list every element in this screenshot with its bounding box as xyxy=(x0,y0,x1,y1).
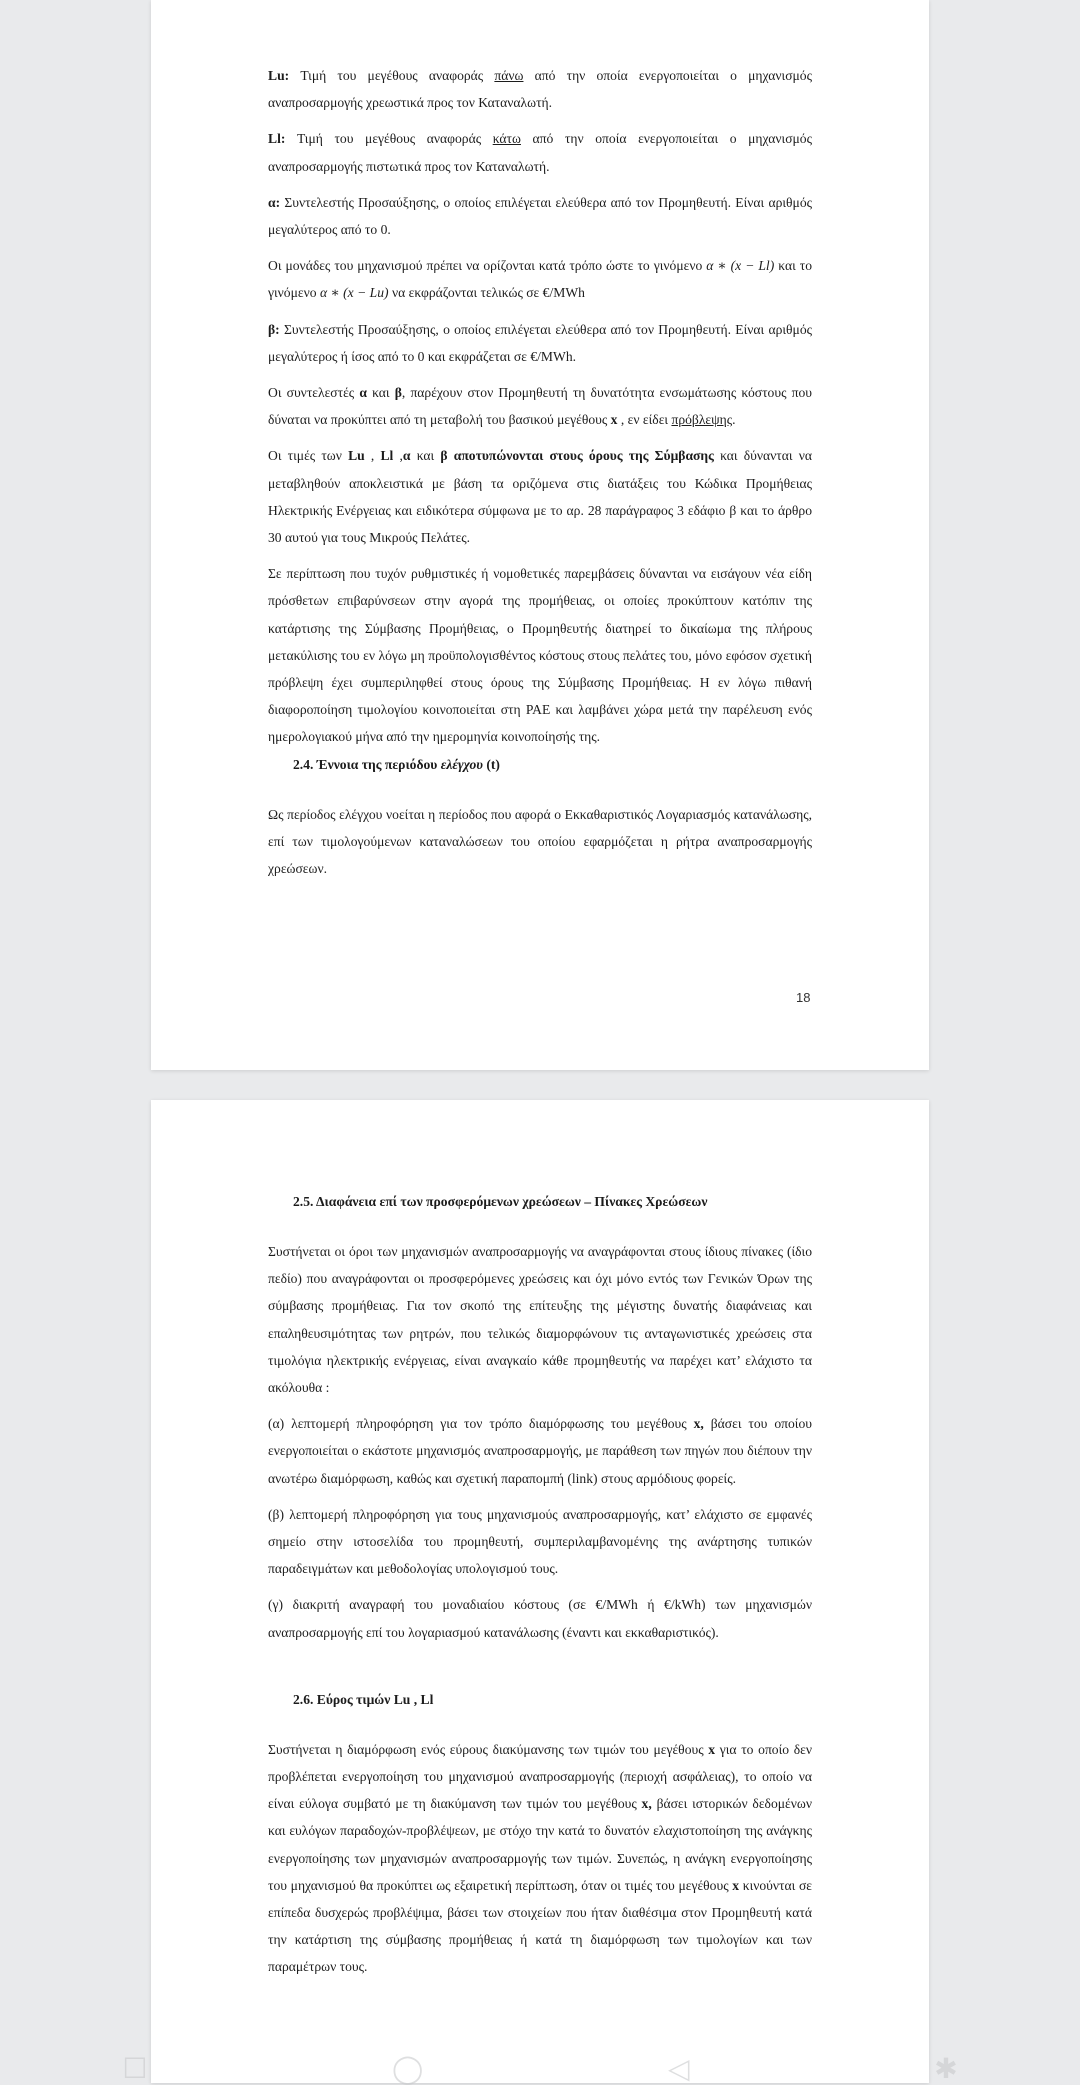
section-heading-2-5: 2.5. Διαφάνεια επί των προσφερόμενων χρεώσεων – Πίνακες Χρεώσεων xyxy=(293,1194,708,1209)
list-item-b: (β) λεπτομερή πληροφόρηση για τους μηχανισμούς αναπροσαρμογής, κατ’ ελάχιστο σε εμφανές σημείο στην ιστοσελίδα του προμηθευτή, συμπεριλαμβανομένης της ανάρτησης τυπικών παραδειγμάτων και μεθοδολογίας υπολογισμού τους. xyxy=(268,1506,812,1577)
paragraph-regulatory: Σε περίπτωση που τυχόν ρυθμιστικές ή νομοθετικές παρεμβάσεις δύνανται να εισάγουν νέα είδη πρόσθετων επιβαρύνσεων στην αγορά της προμήθειας, οι οποίες προκύπτουν κατόπιν της κατάρτισης της Σύμβασης Προμήθειας, ο Προμηθευτής διατηρεί το δικαίωμα της πλήρους μετακύλισης του εν λόγω μη προϋπολογισθέντος κόστους στους πελάτες του, μόνο εφόσον σχετική πρόβλεψη έχει συμπεριληφθεί στους όρους της Σύμβασης Προμήθειας. Η εν λόγω πιθανή διαφοροποίηση τιμολογίου κοινοποιείται στη ΡΑΕ και λαμβάνει χώρα μετά την παρέλευση ενός ημερολογιακού μήνα από την ημερομηνία κοινοποίησής της. xyxy=(268,566,812,745)
accessibility-icon[interactable]: ✱ xyxy=(934,2052,958,2085)
square-icon[interactable]: ☐ xyxy=(122,2052,148,2085)
circle-icon[interactable]: ◯ xyxy=(392,2052,424,2085)
back-icon[interactable]: ◁ xyxy=(668,2052,690,2085)
page-body xyxy=(268,62,812,882)
paragraph-a: α: Συντελεστής Προσαύξησης, ο οποίος επιλέγεται ελεύθερα από τον Προμηθευτή. Είναι αριθμός μεγαλύτερος από το 0. xyxy=(268,194,812,238)
paragraph-units: Οι μονάδες του μηχανισμού πρέπει να ορίζονται κατά τρόπο ώστε το γινόμενο α ∗ (x − Ll) και το γινόμενο α ∗ (x − Lu) να εκφράζονται τελικώς σε €/MWh xyxy=(268,258,812,301)
paragraph-intro: Συστήνεται οι όροι των μηχανισμών αναπροσαρμογής να αναγράφονται στους ίδιους πίνακες (ίδιο πεδίο) που αναγράφονται οι προσφερόμενες χρεώσεις και όχι μόνο εντός των Γενικών Όρων της σύμβασης προμήθειας. Για τον σκοπό της επίτευξης της μέγιστης δυνατής διαφάνειας και επαληθευσιμότητας των ρητρών, που τελικώς διαμορφώνουν τις ανταγωνιστικές χρεώσεις στα τιμολόγια ηλεκτρικής ενέργειας, είναι αναγκαίο κάθε προμηθευτής να παρέχει κατ’ ελάχιστο τα ακόλουθα : xyxy=(268,1244,812,1396)
section-heading-2-4: 2.4. Έννοια της περιόδου ελέγχου (t) xyxy=(293,756,500,772)
paragraph-values: Οι τιμές των Lu , Ll ,α και β αποτυπώνονται στους όρους της Σύμβασης και δύνανται να μεταβληθούν αποκλειστικά με βάση τα οριζόμενα στις διατάξεις του Κώδικα Προμήθειας Ηλεκτρικής Ενέργειας και ειδικότερα σύμφωνα με το αρ. 28 παράγραφος 3 εδάφιο β και το άρθρο 30 αυτού για τους Μικρούς Πελάτες. xyxy=(268,448,813,546)
list-item-a: (α) λεπτομερή πληροφόρηση για τον τρόπο διαμόρφωσης του μεγέθους x, βάσει του οποίου ενεργοποιείται ο εκάστοτε μηχανισμός αναπροσαρμογής, με παράθεση των πηγών που διέπουν την ανωτέρω διαμόρφωση, καθώς και σχετική παραπομπή (link) στους αρμόδιους φορείς. xyxy=(268,1416,812,1486)
document-page-18 xyxy=(151,0,929,1070)
document-page-19 xyxy=(151,1100,929,2083)
paragraph-control-period: Ως περίοδος ελέγχου νοείται η περίοδος που αφορά ο Εκκαθαριστικός Λογαριασμός κατανάλωσης, επί των τιμολογούμενων καταναλώσεων του οποίου εφαρμόζεται η ρήτρα αναπροσαρμογής χρεώσεων. xyxy=(268,806,812,877)
page-body xyxy=(268,1188,812,1981)
paragraph-range: Συστήνεται η διαμόρφωση ενός εύρους διακύμανσης των τιμών του μεγέθους x για το οποίο δεν προβλέπεται ενεργοποίηση του μηχανισμού αναπροσαρμογής (περιοχή ασφάλειας), το οποίο να είναι εύλογα συμβατό με τη διακύμανση των τιμών του μεγέθους x, βάσει ιστορικών δεδομένων και ευλόγων παραδοχών-προβλέψεων, με στόχο την κατά το δυνατόν ελαχιστοποίηση της ανάγκης ενεργοποίησης των μηχανισμών αναπροσαρμογής των τιμών. Συνεπώς, η ανάγκη ενεργοποίησης του μηχανισμού θα προκύπτει ως εξαιρετική περίπτωση, όταν οι τιμές του μεγέθους x κινούνται σε επίπεδα δυσχερώς προβλέψιμα, βάσει των στοιχείων που ήταν διαθέσιμα στον Προμηθευτή κατά την κατάρτιση της σύμβασης προμήθειας ή κατά τη διαμόρφωση των τιμολογίων και των παραμέτρων τους. xyxy=(268,1741,812,1975)
system-navigation-bar xyxy=(0,2052,1080,2083)
section-heading-2-6: 2.6. Εύρος τιμών Lu , Ll xyxy=(293,1691,434,1707)
paragraph-ll: Ll: Τιμή του μεγέθους αναφοράς κάτω από την οποία ενεργοποιείται ο μηχανισμός αναπροσαρμογής πιστωτικά προς τον Καταναλωτή. xyxy=(268,131,812,174)
paragraph-coefficients: Οι συντελεστές α και β, παρέχουν στον Προμηθευτή τη δυνατότητα ενσωμάτωσης κόστους που δύναται να προκύπτει από τη μεταβολή του βασικού μεγέθους x , εν είδει πρόβλεψης. xyxy=(268,385,812,428)
page-number: 18 xyxy=(796,990,811,1005)
list-item-c: (γ) διακριτή αναγραφή του μοναδιαίου κόστους (σε €/MWh ή €/kWh) των μηχανισμών αναπροσαρμογής επί του λογαριασμού κατανάλωσης (έναντι και εκκαθαριστικός). xyxy=(268,1597,812,1640)
paragraph-lu: Lu: Τιμή του μεγέθους αναφοράς πάνω από την οποία ενεργοποιείται ο μηχανισμός αναπροσαρμογής χρεωστικά προς τον Καταναλωτή. xyxy=(268,68,812,111)
paragraph-b: β: Συντελεστής Προσαύξησης, ο οποίος επιλέγεται ελεύθερα από τον Προμηθευτή. Είναι αριθμός μεγαλύτερος ή ίσος από το 0 και εκφράζεται σε €/MWh. xyxy=(268,321,812,364)
